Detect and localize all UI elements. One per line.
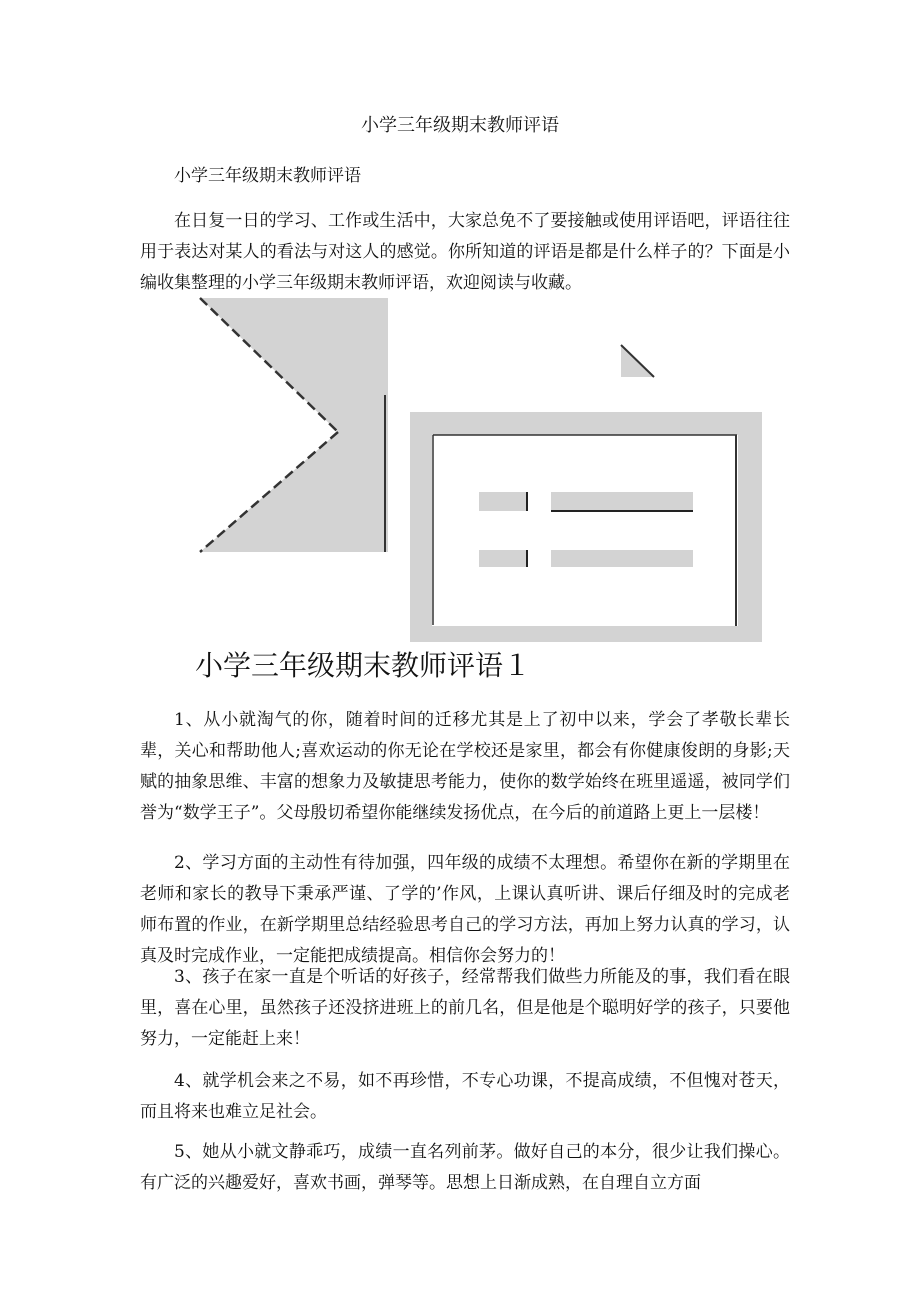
comment-paragraph: 2、学习方面的主动性有待加强，四年级的成绩不太理想。希望你在新的学期里在老师和家长的教导下秉承严谨、了学的’作风，上课认真听讲、课后仔细及时的完成老师布置的作业，在新学期里总结经验思考自己的学习方法，再加上努力认真的学习，认真及时完成作业，一定能把成绩提高。相信你会努力的！ [140,853,790,966]
row-bar [479,492,527,511]
chevron-shape [200,298,388,552]
section-heading: 小学三年级期末教师评语１ [195,649,532,682]
intro-paragraph: 在日复一日的学习、工作或生活中，大家总免不了要接触或使用评语吧，评语往往用于表达对某人的看法与对这人的感觉。你所知道的评语是都是什么样子的？下面是小编收集整理的小学三年级期末教师评语，欢迎阅读与收藏。 [140,211,790,293]
comment-paragraph: 4、就学机会来之不易，如不再珍惜，不专心功课，不提高成绩，不但愧对苍天，而且将来也难立足社会。 [140,1071,790,1122]
row-bar [551,550,693,567]
subtitle: 小学三年级期末教师评语 [174,166,361,186]
comment-paragraph: 5、她从小就文静乖巧，成绩一直名列前茅。做好自己的本分，很少让我们操心。有广泛的兴趣爱好，喜欢书画，弹琴等。思想上日渐成熟，在自理自立方面 [140,1142,790,1193]
row-bar [551,492,693,511]
row-bar [479,550,527,567]
page-title: 小学三年级期末教师评语 [361,115,559,136]
comment-paragraph: 3、孩子在家一直是个听话的好孩子，经常帮我们做些力所能及的事，我们看在眼里，喜在心里，虽然孩子还没挤进班上的前几名，但是他是个聪明好学的孩子，只要他努力，一定能赶上来！ [140,967,790,1049]
decorative-graphic [195,295,770,650]
comment-paragraph: 1、从小就淘气的你，随着时间的迁移尤其是上了初中以来，学会了孝敬长辈长辈，关心和帮助他人;喜欢运动的你无论在学校还是家里，都会有你健康俊朗的身影;天赋的抽象思维、丰富的想象力及敏捷思考能力，使你的数学始终在班里遥遥，被同学们誉为“数学王子”。父母殷切希望你能继续发扬优点，在今后的前道路上更上一层楼！ [140,710,790,823]
